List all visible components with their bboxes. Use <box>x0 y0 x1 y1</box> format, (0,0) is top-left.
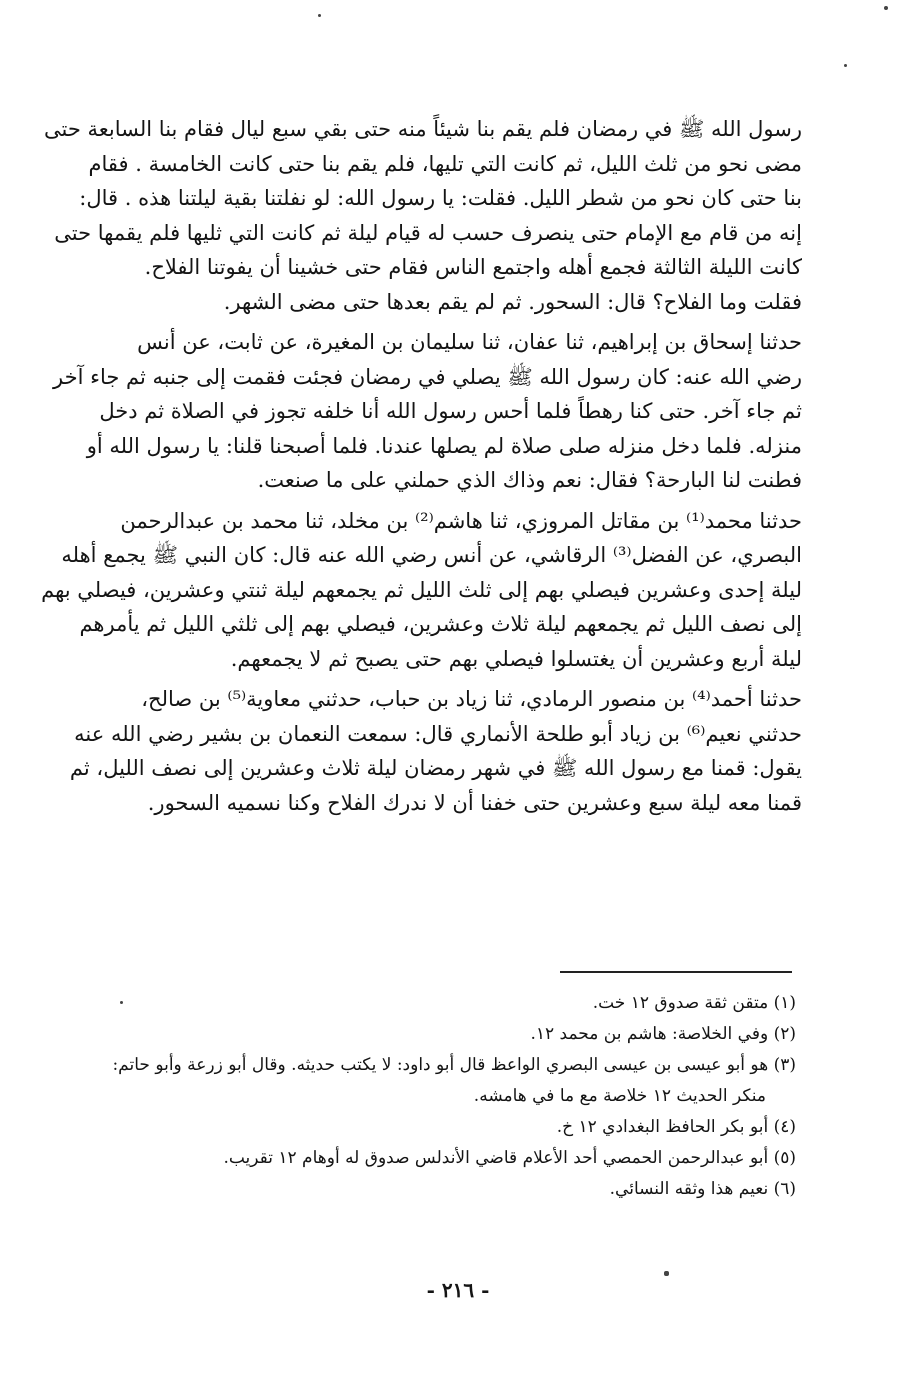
text-line: ليلة إحدى وعشرين فيصلي بهم إلى ثلث الليل ثم يجمعهم ليلة ثنتي وعشرين، فيصلي بهم <box>41 577 802 602</box>
text-line: حدثنا أحمد⁽⁴⁾ بن منصور الرمادي، ثنا زياد بن حباب، حدثني معاوية⁽⁵⁾ بن صالح، <box>141 687 802 711</box>
scan-speck <box>318 14 321 17</box>
scan-speck <box>664 1271 669 1276</box>
main-text <box>41 112 802 826</box>
footnote-separator <box>560 971 792 973</box>
text-line: ثم جاء آخر. حتى كنا رهطاً فلما أحس رسول الله أنا خلفه تجوز في الصلاة ثم دخل <box>99 399 802 423</box>
paragraph-2 <box>53 325 802 498</box>
scan-speck <box>844 64 847 67</box>
footnote: (٣) هو أبو عيسى بن عيسى البصري الواعظ قال أبو داود: لا يكتب حديثه. وقال أبو زرعة وأبو حاتم: <box>112 1055 796 1075</box>
text-line: كانت الليلة الثالثة فجمع أهله واجتمع الناس فقام حتى خشينا أن يفوتنا الفلاح. <box>144 255 802 279</box>
footnotes <box>60 988 796 1205</box>
text-line: حدثنا إسحاق بن إبراهيم، ثنا عفان، ثنا سليمان بن المغيرة، عن ثابت، عن أنس <box>137 330 802 354</box>
text-line: مضى نحو من ثلث الليل، ثم كانت التي تليها، فلم يقم بنا حتى كانت الخامسة . فقام <box>88 151 802 176</box>
footnote: (٢) وفي الخلاصة: هاشم بن محمد ١٢. <box>530 1024 796 1044</box>
paragraph-3 <box>41 504 802 677</box>
footnote: (٦) نعيم هذا وثقه النسائي. <box>609 1179 796 1199</box>
text-line: فطنت لنا البارحة؟ فقال: نعم وذاك الذي حملني على ما صنعت. <box>257 468 802 492</box>
footnote: (٥) أبو عبدالرحمن الحمصي أحد الأعلام قاضي الأندلس صدوق له أوهام ١٢ تقريب. <box>223 1148 796 1168</box>
text-line: يقول: قمنا مع رسول الله ﷺ في شهر رمضان ليلة ثلاث وعشرين إلى نصف الليل، ثم <box>69 756 802 780</box>
text-line: منزله. فلما دخل منزله صلى صلاة لم يصلها عندنا. فلما أصبحنا قلنا: يا رسول الله أو <box>86 433 802 458</box>
text-line: البصري، عن الفضل⁽³⁾ الرقاشي، عن أنس رضي الله عنه قال: كان النبي ﷺ يجمع أهله <box>61 543 802 567</box>
text-line: حدثنا محمد⁽¹⁾ بن مقاتل المروزي، ثنا هاشم⁽²⁾ بن مخلد، ثنا محمد بن عبدالرحمن <box>120 508 802 533</box>
text-line: حدثني نعيم⁽⁶⁾ بن زياد أبو طلحة الأنماري قال: سمعت النعمان بن بشير رضي الله عنه <box>74 721 802 746</box>
text-line: رسول الله ﷺ في رمضان فلم يقم بنا شيئاً منه حتى بقي سبع ليال فقام بنا السابعة حتى <box>44 117 802 141</box>
footnote-continuation: منكر الحديث ١٢ خلاصة مع ما في هامشه. <box>473 1086 766 1106</box>
text-line: فقلت وما الفلاح؟ قال: السحور. ثم لم يقم بعدها حتى مضى الشهر. <box>223 289 802 314</box>
paragraph-1 <box>44 112 802 319</box>
page-number: - ٢١٦ - <box>426 1278 490 1302</box>
text-line: بنا حتى كان نحو من شطر الليل. فقلت: يا رسول الله: لو نفلتنا بقية ليلتنا هذه . قال: <box>79 186 802 210</box>
footnote: (٤) أبو بكر الحافظ البغدادي ١٢ خ. <box>556 1117 796 1137</box>
text-line: ليلة أربع وعشرين أن يغتسلوا فيصلي بهم حتى يصبح ثم لا يجمعهم. <box>230 646 802 671</box>
text-line: رضي الله عنه: كان رسول الله ﷺ يصلي في رمضان فجئت فقمت إلى جنبه ثم جاء آخر <box>53 364 802 389</box>
text-line: قمنا معه ليلة سبع وعشرين حتى خفنا أن لا ندرك الفلاح وكنا نسميه السحور. <box>147 790 802 815</box>
footnote: (١) متقن ثقة صدوق ١٢ خت. <box>592 993 796 1013</box>
paragraph-4 <box>66 682 802 820</box>
scan-speck <box>884 6 888 10</box>
text-line: إلى نصف الليل ثم يجمعهم ليلة ثلاث وعشرين، فيصلي بهم إلى ثلثي الليل ثم يأمرهم <box>79 612 802 636</box>
text-line: إنه من قام مع الإمام حتى ينصرف حسب له قيام ليلة ثم كانت التي ثليها فلم يقمها حتى <box>54 220 802 245</box>
